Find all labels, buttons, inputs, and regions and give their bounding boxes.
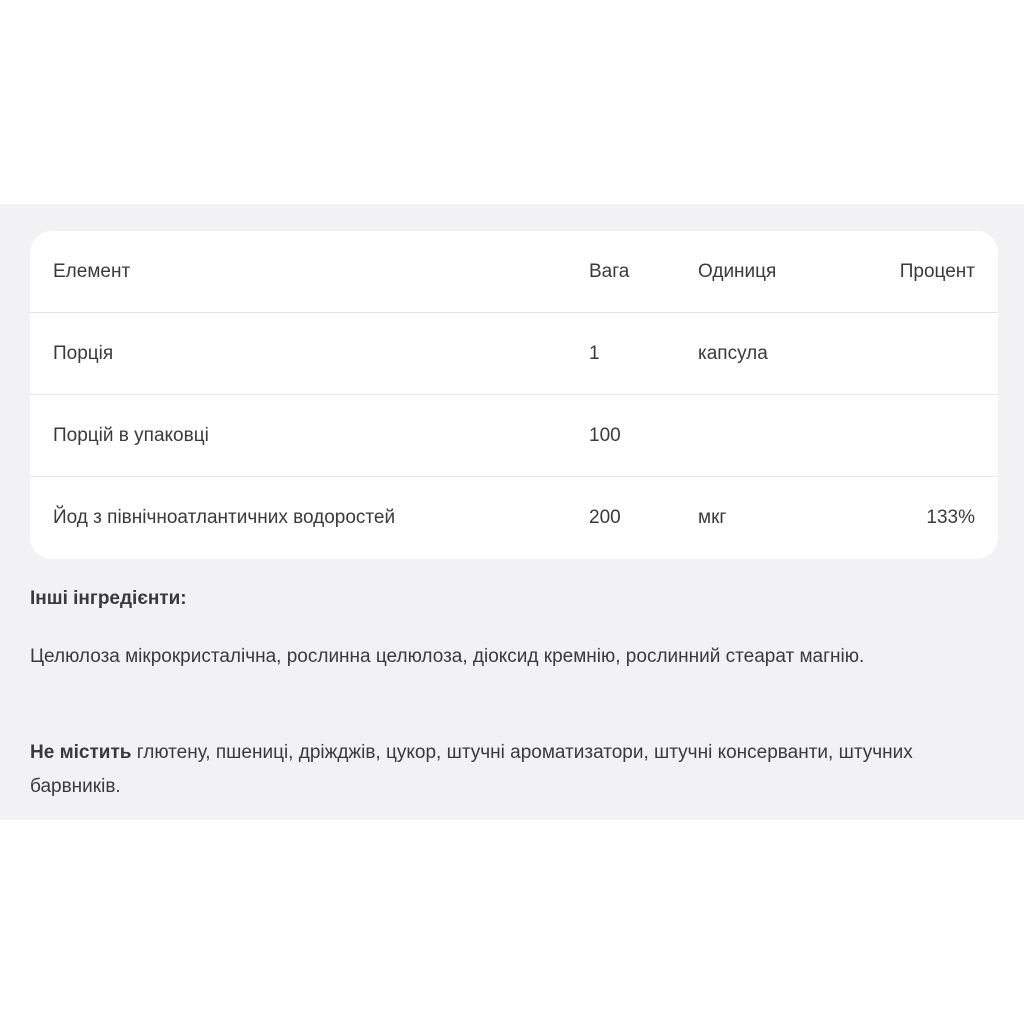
header-percent: Процент xyxy=(899,261,975,282)
free-from-label: Не містить xyxy=(30,742,132,763)
row-element: Йод з північноатлантичних водоростей xyxy=(53,507,396,528)
row-unit: мкг xyxy=(698,507,727,528)
row-weight: 200 xyxy=(589,507,621,528)
header-element: Елемент xyxy=(53,261,131,282)
row-weight: 1 xyxy=(589,343,600,364)
nutrition-table xyxy=(30,231,998,559)
row-element: Порція xyxy=(53,343,114,364)
row-element: Порцій в упаковці xyxy=(53,425,209,446)
table-header-row xyxy=(30,231,998,313)
row-unit: капсула xyxy=(698,343,768,364)
row-weight: 100 xyxy=(589,425,621,446)
other-ingredients-text: Целюлоза мікрокристалічна, рослинна целюлоза, діоксид кремнію, рослинний стеарат магнію. xyxy=(30,646,865,667)
free-from-text: глютену, пшениці, дріжджів, цукор, штучні ароматизатори, штучні консерванти, штучних барвників. xyxy=(30,742,913,797)
other-ingredients-title: Інші інгредієнти: xyxy=(30,588,187,609)
content-panel xyxy=(0,204,1024,820)
free-from-statement xyxy=(30,736,990,804)
table-row xyxy=(30,313,998,395)
table-row xyxy=(30,477,998,559)
row-percent: 133% xyxy=(926,507,975,528)
header-weight: Вага xyxy=(589,261,630,282)
header-unit: Одиниця xyxy=(698,261,777,282)
table-row xyxy=(30,395,998,477)
